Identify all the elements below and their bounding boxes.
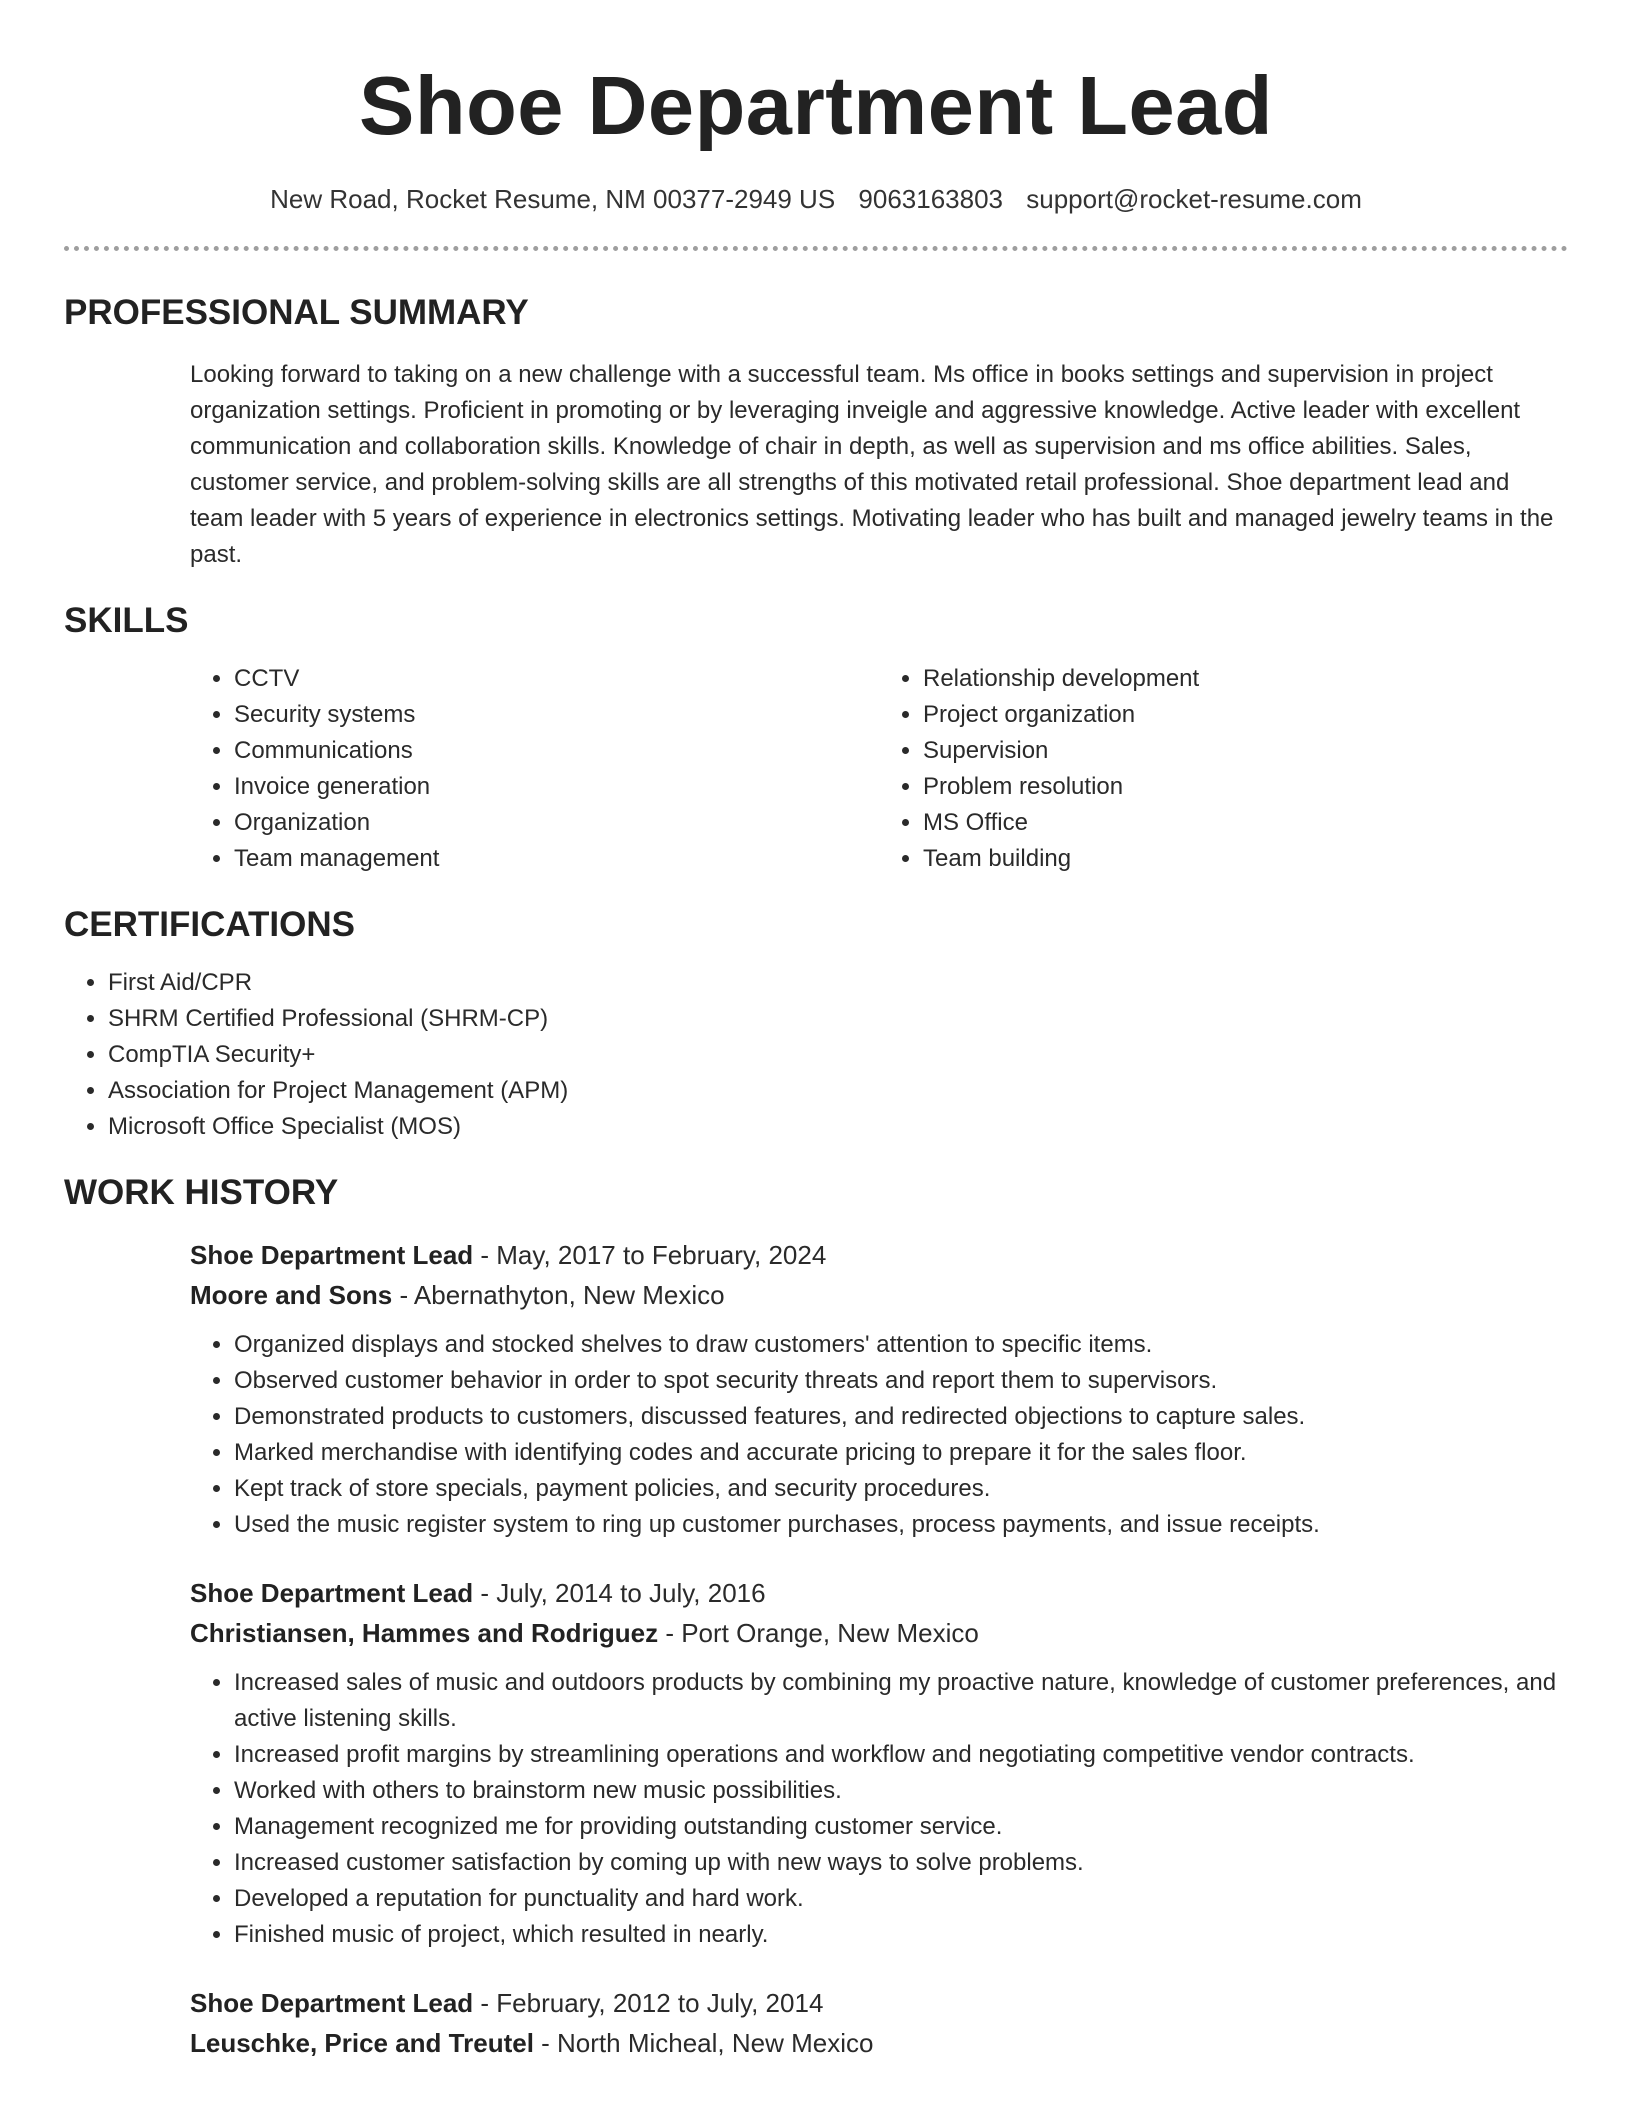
skills-list-right [879, 661, 1568, 877]
skills-list-left [190, 661, 879, 877]
skills-heading: SKILLS [64, 601, 189, 640]
job-company: Moore and Sons [190, 1280, 393, 1310]
certifications-section [64, 903, 1568, 1145]
job-bullet: • Increased sales of music and outdoors products by combining my proactive nature, knowledge of customer preferences, and active listening skills. [234, 1665, 1568, 1737]
job-bullet: • Developed a reputation for punctuality and hard work. [234, 1881, 1568, 1917]
job-role: Shoe Department Lead [190, 1240, 474, 1270]
certifications-list [64, 965, 1568, 1145]
skill-item: • Communications [234, 733, 879, 769]
header-divider [64, 246, 1568, 251]
job-role: Shoe Department Lead [190, 1988, 474, 2018]
job-title-line [190, 1235, 1568, 1275]
certification-item: • CompTIA Security+ [108, 1037, 1568, 1073]
job-bullet: • Observed customer behavior in order to spot security threats and report them to supervisors. [234, 1363, 1568, 1399]
resume-page [64, 0, 1568, 2063]
contact-line [64, 182, 1568, 216]
job-entry [190, 1573, 1568, 1953]
job-bullets [190, 1327, 1568, 1543]
skill-item: • Problem resolution [923, 769, 1568, 805]
skill-item: • Invoice generation [234, 769, 879, 805]
summary-section [64, 291, 1568, 573]
job-bullets [190, 1665, 1568, 1953]
job-dates: - February, 2012 to July, 2014 [473, 1988, 824, 2018]
certification-item: • SHRM Certified Professional (SHRM-CP) [108, 1001, 1568, 1037]
certification-item: • Microsoft Office Specialist (MOS) [108, 1109, 1568, 1145]
contact-phone: 9063163803 [858, 184, 1004, 214]
certifications-heading: CERTIFICATIONS [64, 905, 356, 944]
work-history-section [64, 1171, 1568, 2063]
job-entry [190, 1983, 1568, 2063]
job-bullet: • Used the music register system to ring up customer purchases, process payments, and issue receipts. [234, 1507, 1568, 1543]
job-company-line [190, 1275, 1568, 1315]
job-title-line [190, 1573, 1568, 1613]
summary-text: Looking forward to taking on a new challenge with a successful team. Ms office in books settings and supervision in project organization settings. Proficient in promoting or by leveraging inveigle and aggressive knowledge. Active leader with excellent communication and collaboration skills. Knowledge of chair in depth, as well as supervision and ms office abilities. Sales, customer service, and problem-solving skills are all strengths of this motivated retail professional. Shoe department lead and team leader with 5 years of experience in electronics settings. Motivating leader who has built and managed jewelry teams in the past. [190, 361, 1554, 568]
job-location: - North Micheal, New Mexico [533, 2028, 874, 2058]
skill-item: • Team management [234, 841, 879, 877]
job-bullet: • Increased profit margins by streamlining operations and workflow and negotiating competitive vendor contracts. [234, 1737, 1568, 1773]
skill-item: • Organization [234, 805, 879, 841]
job-company: Leuschke, Price and Treutel [190, 2028, 534, 2058]
certification-item: • First Aid/CPR [108, 965, 1568, 1001]
job-title-line [190, 1983, 1568, 2023]
job-role: Shoe Department Lead [190, 1578, 474, 1608]
summary-heading: PROFESSIONAL SUMMARY [64, 293, 529, 332]
job-company-line [190, 2023, 1568, 2063]
certification-item: • Association for Project Management (APM) [108, 1073, 1568, 1109]
job-bullet: • Finished music of project, which resulted in nearly. [234, 1917, 1568, 1953]
job-bullet: • Management recognized me for providing outstanding customer service. [234, 1809, 1568, 1845]
job-bullet: • Worked with others to brainstorm new music possibilities. [234, 1773, 1568, 1809]
job-company: Christiansen, Hammes and Rodriguez [190, 1618, 659, 1648]
skill-item: • MS Office [923, 805, 1568, 841]
job-bullet: • Organized displays and stocked shelves to draw customers' attention to specific items. [234, 1327, 1568, 1363]
skill-item: • Relationship development [923, 661, 1568, 697]
skill-item: • CCTV [234, 661, 879, 697]
job-bullet: • Kept track of store specials, payment policies, and security procedures. [234, 1471, 1568, 1507]
job-location: - Port Orange, New Mexico [658, 1618, 979, 1648]
resume-name: Shoe Department Lead [359, 59, 1273, 152]
job-bullet: • Marked merchandise with identifying codes and accurate pricing to prepare it for the sales floor. [234, 1435, 1568, 1471]
job-location: - Abernathyton, New Mexico [392, 1280, 725, 1310]
skill-item: • Project organization [923, 697, 1568, 733]
skill-item: • Supervision [923, 733, 1568, 769]
skills-section [64, 599, 1568, 877]
job-dates: - May, 2017 to February, 2024 [473, 1240, 827, 1270]
job-entry [190, 1235, 1568, 1543]
job-bullet: • Increased customer satisfaction by coming up with new ways to solve problems. [234, 1845, 1568, 1881]
job-dates: - July, 2014 to July, 2016 [473, 1578, 766, 1608]
skill-item: • Team building [923, 841, 1568, 877]
job-bullet: • Demonstrated products to customers, discussed features, and redirected objections to capture sales. [234, 1399, 1568, 1435]
contact-address: New Road, Rocket Resume, NM 00377-2949 US [270, 184, 836, 214]
skills-grid [190, 661, 1568, 877]
job-company-line [190, 1613, 1568, 1653]
contact-email: support@rocket-resume.com [1026, 184, 1362, 214]
work-history-heading: WORK HISTORY [64, 1173, 339, 1212]
skill-item: • Security systems [234, 697, 879, 733]
